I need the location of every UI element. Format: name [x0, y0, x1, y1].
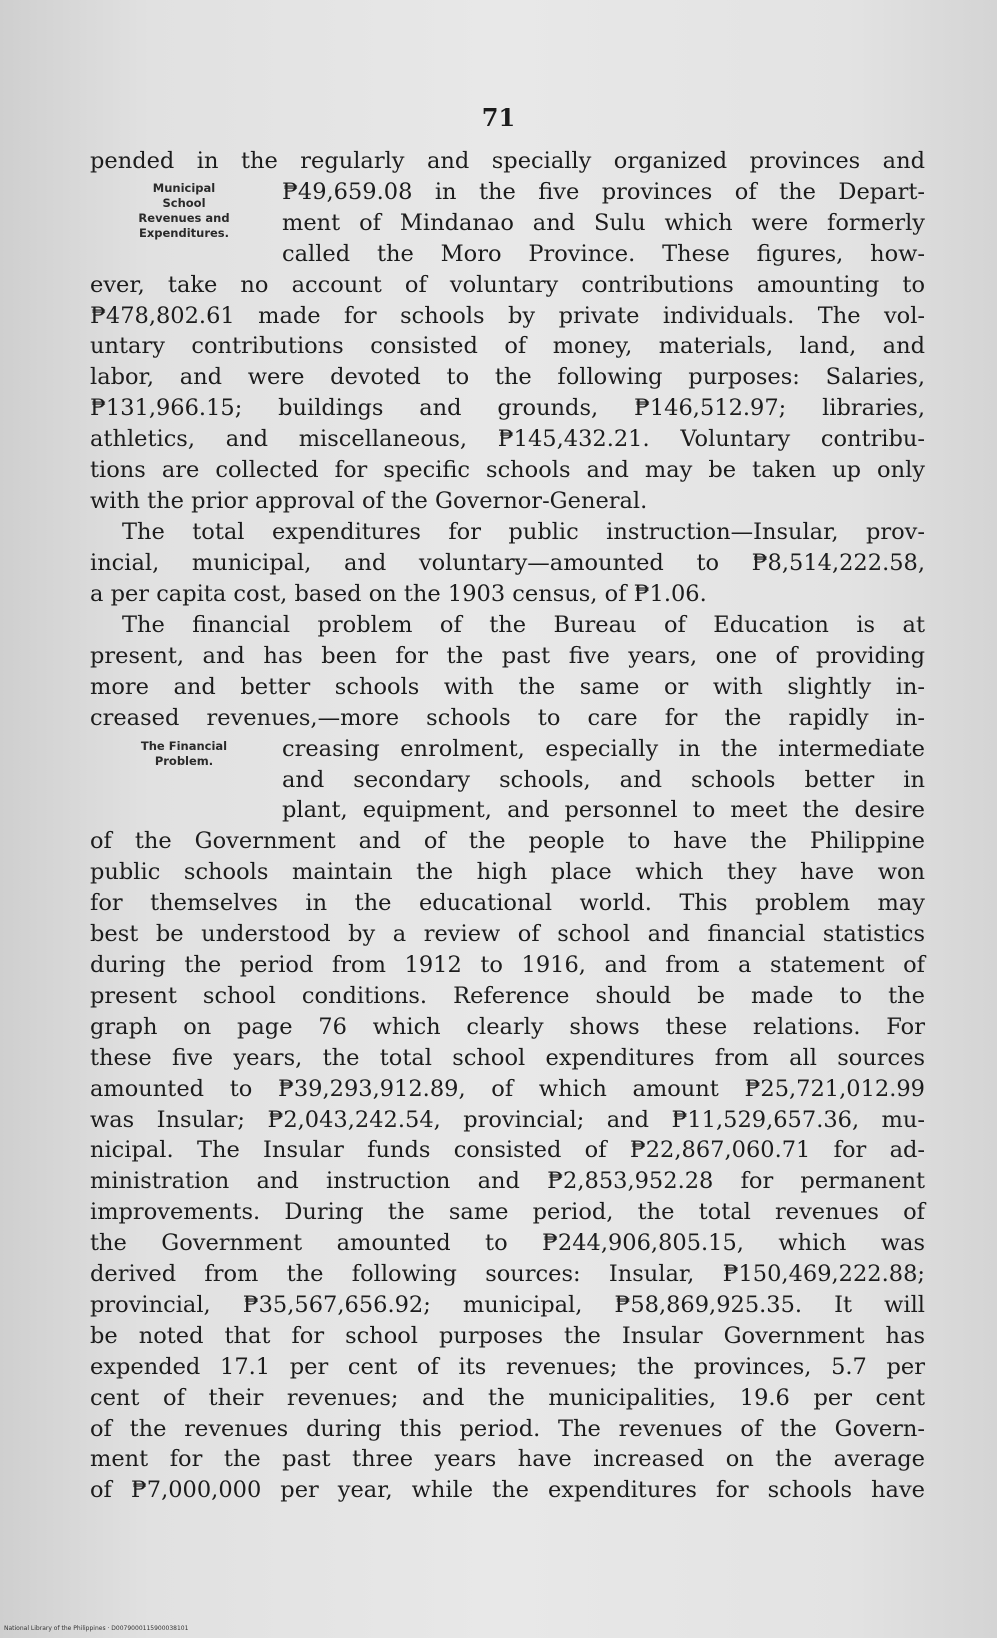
- text-line: graph on page 76 which clearly shows these relations. For: [90, 1013, 925, 1040]
- text-line: incial, municipal, and voluntary—amounted to ₱8,514,222.58,: [90, 549, 925, 576]
- text-line: tions are collected for specific schools and may be taken up only: [90, 457, 925, 484]
- text-line: nicipal. The Insular funds consisted of ₱22,867,060.71 for ad-: [90, 1137, 925, 1164]
- text-line: of the Government and of the people to have the Philippine: [90, 828, 925, 855]
- text-line: during the period from 1912 to 1916, and from a statement of: [90, 951, 925, 978]
- text-line: The financial problem of the Bureau of Education is at: [122, 612, 925, 638]
- text-line: ment of Mindanao and Sulu which were formerly: [282, 209, 925, 236]
- text-line: and secondary schools, and schools better in: [282, 766, 925, 793]
- margin-note-line: Problem.: [154, 754, 214, 768]
- text-line: expended 17.1 per cent of its revenues; the provinces, 5.7 per: [90, 1353, 925, 1380]
- footer-credit: National Library of the Philippines · D0079000115900038101: [4, 1625, 189, 1632]
- text-line: ₱478,802.61 made for schools by private individuals. The vol-: [90, 302, 925, 329]
- text-line: was Insular; ₱2,043,242.54, provincial; and ₱11,529,657.36, mu-: [90, 1106, 925, 1133]
- text-line: improvements. During the same period, the total revenues of: [90, 1199, 925, 1226]
- text-line: derived from the following sources: Insular, ₱150,469,222.88;: [90, 1261, 925, 1288]
- text-line: of the revenues during this period. The revenues of the Govern-: [90, 1415, 925, 1442]
- text-line: called the Moro Province. These figures, how-: [282, 240, 925, 267]
- text-line: public schools maintain the high place which they have won: [90, 859, 925, 886]
- text-line: ever, take no account of voluntary contributions amounting to: [90, 271, 925, 298]
- text-line: present, and has been for the past five years, one of providing: [90, 642, 925, 669]
- margin-note-line: Municipal: [152, 181, 216, 195]
- text-line: with the prior approval of the Governor-General.: [90, 487, 648, 514]
- paragraph-voluntary-contributions: [90, 146, 925, 517]
- text-line: plant, equipment, and personnel to meet the desire: [282, 797, 925, 824]
- paragraph-financial-problem: [90, 610, 925, 1506]
- text-line: cent of their revenues; and the municipalities, 19.6 per cent: [90, 1384, 925, 1411]
- text-line: best be understood by a review of school and financial statistics: [90, 921, 925, 948]
- margin-note-line: The Financial: [140, 739, 228, 753]
- text-line: more and better schools with the same or with slightly in-: [90, 673, 925, 700]
- text-line: creased revenues,—more schools to care for the rapidly in-: [90, 704, 925, 731]
- text-line: provincial, ₱35,567,656.92; municipal, ₱58,869,925.35. It will: [90, 1291, 925, 1318]
- text-line: present school conditions. Reference should be made to the: [90, 982, 925, 1009]
- margin-note-line: Revenues and: [138, 211, 230, 225]
- text-line: creasing enrolment, especially in the intermediate: [282, 735, 925, 762]
- page-number: 71: [481, 103, 516, 132]
- text-line: ment for the past three years have increased on the average: [90, 1446, 925, 1473]
- text-line: untary contributions consisted of money, materials, land, and: [90, 333, 925, 360]
- text-line: these five years, the total school expenditures from all sources: [90, 1044, 925, 1071]
- text-line: amounted to ₱39,293,912.89, of which amount ₱25,721,012.99: [90, 1075, 925, 1102]
- text-line: ₱49,659.08 in the five provinces of the Depart-: [282, 178, 925, 205]
- text-line: labor, and were devoted to the following purposes: Salaries,: [90, 364, 925, 391]
- text-line: ₱131,966.15; buildings and grounds, ₱146,512.97; libraries,: [90, 395, 925, 422]
- text-line: The total expenditures for public instruction—Insular, prov-: [122, 519, 925, 545]
- margin-note-line: School: [162, 196, 206, 210]
- margin-note-line: Expenditures.: [138, 226, 230, 240]
- text-line: ministration and instruction and ₱2,853,952.28 for permanent: [90, 1168, 925, 1195]
- text-line: for themselves in the educational world. This problem may: [90, 890, 925, 917]
- text-line: a per capita cost, based on the 1903 census, of ₱1.06.: [90, 580, 707, 607]
- text-line: pended in the regularly and specially organized provinces and: [90, 148, 925, 174]
- paragraph-total-expenditures: [90, 517, 925, 610]
- text-line: be noted that for school purposes the Insular Government has: [90, 1322, 925, 1349]
- text-line: athletics, and miscellaneous, ₱145,432.21. Voluntary contribu-: [90, 426, 925, 453]
- text-line: the Government amounted to ₱244,906,805.15, which was: [90, 1230, 925, 1257]
- text-line: of ₱7,000,000 per year, while the expenditures for schools have: [90, 1477, 925, 1504]
